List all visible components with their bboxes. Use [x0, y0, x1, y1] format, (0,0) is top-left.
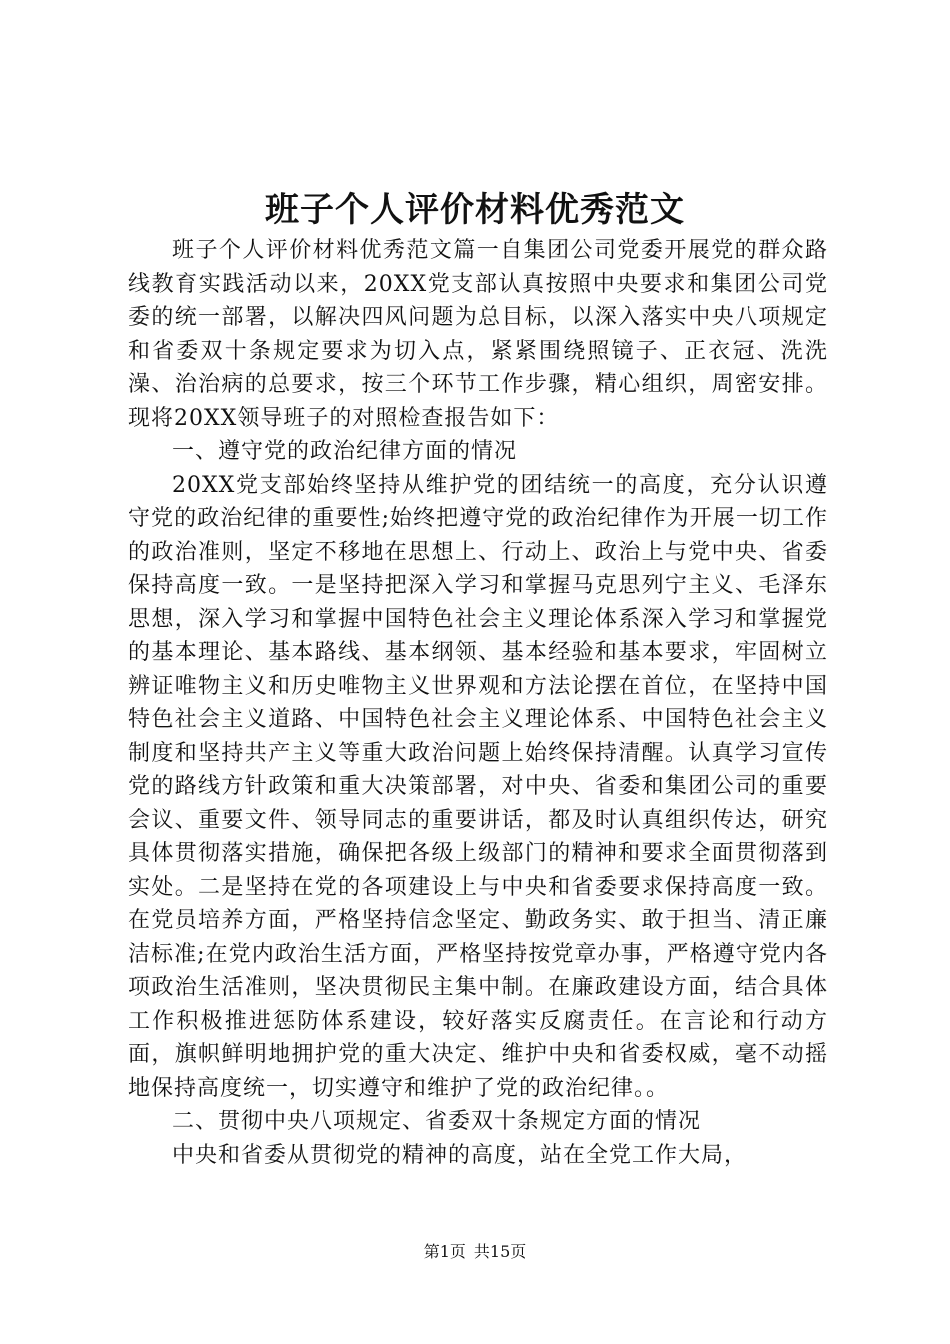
page-footer: [0, 1240, 950, 1264]
document-body: [128, 234, 828, 1172]
section-1-paragraph: 20XX党支部始终坚持从维护党的团结统一的高度，充分认识遵守党的政治纪律的重要性;始终把遵守党的政治纪律作为开展一切工作的政治准则，坚定不移地在思想上、行动上、政治上与党中央、省委保持高度一致。一是坚持把深入学习和掌握马克思列宁主义、毛泽东思想，深入学习和掌握中国特色社会主义理论体系深入学习和掌握党的基本理论、基本路线、基本纲领、基本经验和基本要求，牢固树立辨证唯物主义和历史唯物主义世界观和方法论摆在首位，在坚持中国特色社会主义道路、中国特色社会主义理论体系、中国特色社会主义制度和坚持共产主义等重大政治问题上始终保持清醒。认真学习宣传党的路线方针政策和重大决策部署，对中央、省委和集团公司的重要会议、重要文件、领导同志的重要讲话，都及时认真组织传达，研究具体贯彻落实措施，确保把各级上级部门的精神和要求全面贯彻落到实处。二是坚持在党的各项建设上与中央和省委要求保持高度一致。在党员培养方面，严格坚持信念坚定、勤政务实、敢于担当、清正廉洁标准;在党内政治生活方面，严格坚持按党章办事，严格遵守党内各项政治生活准则，坚决贯彻民主集中制。在廉政建设方面，结合具体工作积极推进惩防体系建设，较好落实反腐责任。在言论和行动方面，旗帜鲜明地拥护党的重大决定、维护中央和省委权威，毫不动摇地保持高度统一，切实遵守和维护了党的政治纪律。。: [128, 472, 828, 1101]
section-heading-2: 二、贯彻中央八项规定、省委双十条规定方面的情况: [172, 1109, 702, 1134]
page-number: 第1页: [423, 1242, 466, 1261]
section-heading-1: 一、遵守党的政治纪律方面的情况: [172, 439, 518, 464]
document-title: 班子个人评价材料优秀范文: [265, 190, 685, 230]
intro-paragraph: 班子个人评价材料优秀范文篇一自集团公司党委开展党的群众路线教育实践活动以来，20XX党支部认真按照中央要求和集团公司党委的统一部署，以解决四风问题为总目标，以深入落实中央八项规定和省委双十条规定要求为切入点，紧紧围绕照镜子、正衣冠、洗洗澡、治治病的总要求，按三个环节工作步骤，精心组织，周密安排。现将20XX领导班子的对照检查报告如下：: [128, 238, 828, 431]
page-total: 共15页: [473, 1242, 527, 1261]
section-2-paragraph: 中央和省委从贯彻党的精神的高度，站在全党工作大局，: [172, 1142, 748, 1168]
